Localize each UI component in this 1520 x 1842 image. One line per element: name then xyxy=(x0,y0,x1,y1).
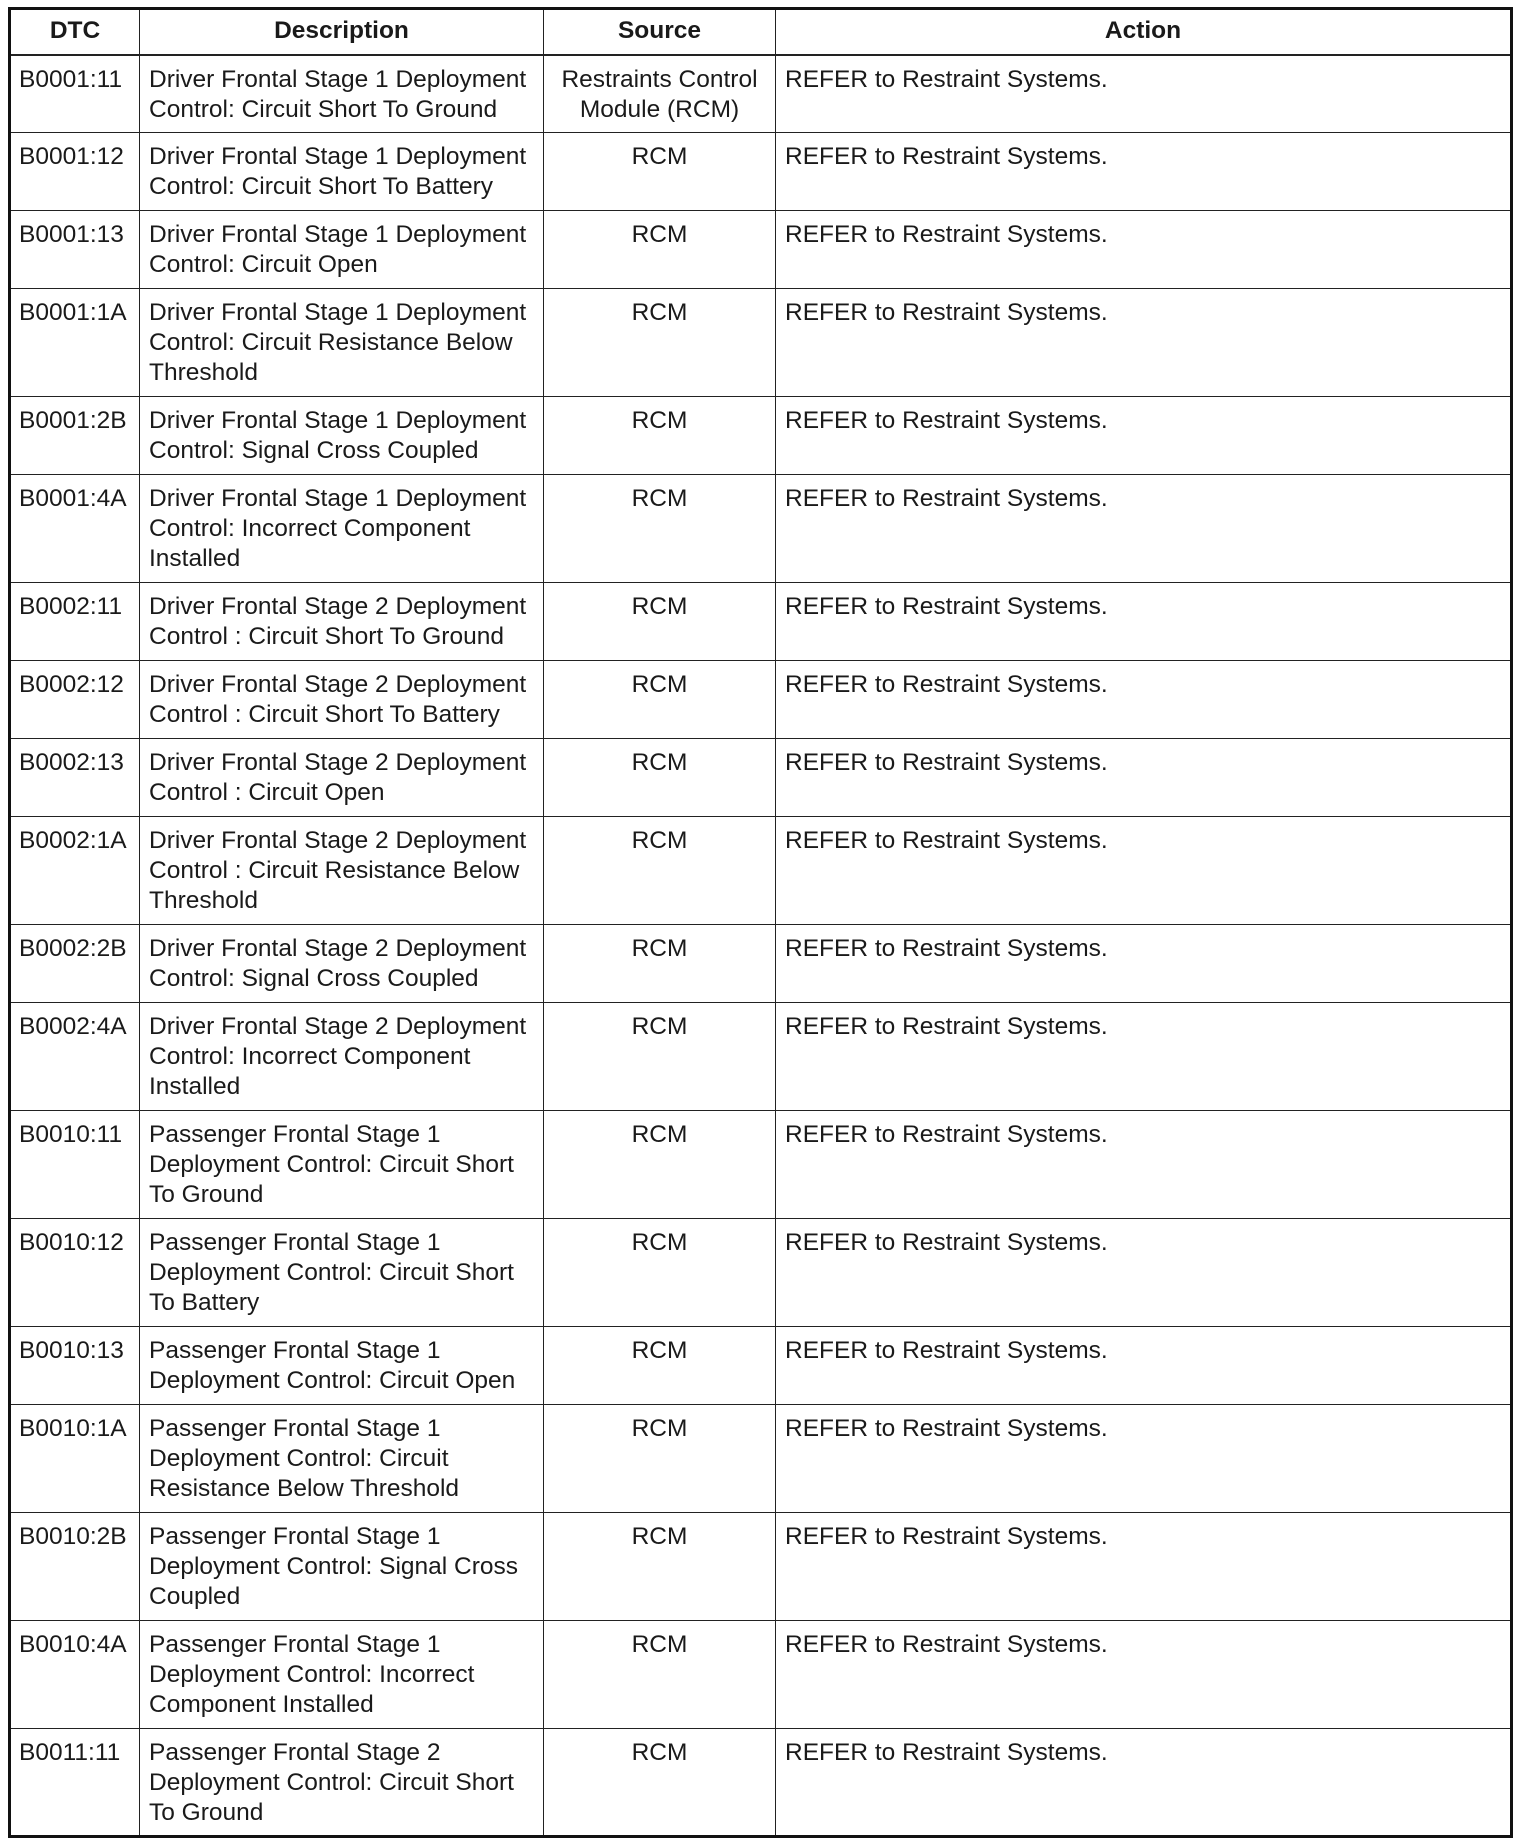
dtc-code-cell: B0002:2B xyxy=(10,925,140,1003)
table-row xyxy=(10,661,1512,739)
table-header-row xyxy=(10,9,1512,55)
source-cell: RCM xyxy=(544,1513,776,1621)
source-cell: RCM xyxy=(544,1327,776,1405)
table-row xyxy=(10,925,1512,1003)
column-header-action: Action xyxy=(776,9,1512,55)
dtc-code-cell: B0002:13 xyxy=(10,739,140,817)
source-cell: RCM xyxy=(544,1621,776,1729)
description-cell: Driver Frontal Stage 1 Deployment Control: Circuit Resistance Below Threshold xyxy=(140,289,544,397)
dtc-code-cell: B0001:12 xyxy=(10,133,140,211)
description-cell: Driver Frontal Stage 1 Deployment Control: Circuit Short To Ground xyxy=(140,55,544,133)
action-cell: REFER to Restraint Systems. xyxy=(776,1111,1512,1219)
description-cell: Driver Frontal Stage 1 Deployment Control: Incorrect Component Installed xyxy=(140,475,544,583)
source-cell: Restraints Control Module (RCM) xyxy=(544,55,776,133)
action-cell: REFER to Restraint Systems. xyxy=(776,55,1512,133)
source-cell: RCM xyxy=(544,1729,776,1837)
action-cell: REFER to Restraint Systems. xyxy=(776,817,1512,925)
table-row xyxy=(10,1219,1512,1327)
dtc-code-cell: B0010:4A xyxy=(10,1621,140,1729)
description-cell: Driver Frontal Stage 2 Deployment Control : Circuit Short To Ground xyxy=(140,583,544,661)
table-row xyxy=(10,1729,1512,1837)
dtc-code-cell: B0001:2B xyxy=(10,397,140,475)
description-cell: Driver Frontal Stage 2 Deployment Control: Signal Cross Coupled xyxy=(140,925,544,1003)
table-row xyxy=(10,583,1512,661)
dtc-code-cell: B0001:11 xyxy=(10,55,140,133)
description-cell: Driver Frontal Stage 2 Deployment Control : Circuit Resistance Below Threshold xyxy=(140,817,544,925)
action-cell: REFER to Restraint Systems. xyxy=(776,1621,1512,1729)
source-cell: RCM xyxy=(544,1003,776,1111)
action-cell: REFER to Restraint Systems. xyxy=(776,397,1512,475)
source-cell: RCM xyxy=(544,211,776,289)
table-row xyxy=(10,1327,1512,1405)
table-row xyxy=(10,1111,1512,1219)
source-cell: RCM xyxy=(544,1111,776,1219)
action-cell: REFER to Restraint Systems. xyxy=(776,1513,1512,1621)
dtc-code-cell: B0010:2B xyxy=(10,1513,140,1621)
action-cell: REFER to Restraint Systems. xyxy=(776,739,1512,817)
dtc-code-cell: B0001:13 xyxy=(10,211,140,289)
source-cell: RCM xyxy=(544,925,776,1003)
action-cell: REFER to Restraint Systems. xyxy=(776,475,1512,583)
action-cell: REFER to Restraint Systems. xyxy=(776,1003,1512,1111)
dtc-code-cell: B0010:11 xyxy=(10,1111,140,1219)
source-cell: RCM xyxy=(544,1219,776,1327)
description-cell: Driver Frontal Stage 1 Deployment Control: Circuit Short To Battery xyxy=(140,133,544,211)
source-cell: RCM xyxy=(544,1405,776,1513)
table-row xyxy=(10,739,1512,817)
dtc-code-cell: B0010:12 xyxy=(10,1219,140,1327)
table-row xyxy=(10,289,1512,397)
table-row xyxy=(10,1003,1512,1111)
dtc-code-cell: B0002:1A xyxy=(10,817,140,925)
action-cell: REFER to Restraint Systems. xyxy=(776,583,1512,661)
description-cell: Passenger Frontal Stage 1 Deployment Control: Circuit Short To Ground xyxy=(140,1111,544,1219)
source-cell: RCM xyxy=(544,289,776,397)
dtc-code-cell: B0001:4A xyxy=(10,475,140,583)
dtc-code-cell: B0002:4A xyxy=(10,1003,140,1111)
table-row xyxy=(10,55,1512,133)
description-cell: Passenger Frontal Stage 1 Deployment Control: Circuit Resistance Below Threshold xyxy=(140,1405,544,1513)
dtc-code-cell: B0002:12 xyxy=(10,661,140,739)
description-cell: Passenger Frontal Stage 2 Deployment Control: Circuit Short To Ground xyxy=(140,1729,544,1837)
description-cell: Driver Frontal Stage 1 Deployment Control: Signal Cross Coupled xyxy=(140,397,544,475)
table-row xyxy=(10,817,1512,925)
action-cell: REFER to Restraint Systems. xyxy=(776,1405,1512,1513)
description-cell: Driver Frontal Stage 2 Deployment Control : Circuit Open xyxy=(140,739,544,817)
table-row xyxy=(10,1621,1512,1729)
description-cell: Driver Frontal Stage 2 Deployment Control : Circuit Short To Battery xyxy=(140,661,544,739)
column-header-dtc: DTC xyxy=(10,9,140,55)
source-cell: RCM xyxy=(544,661,776,739)
source-cell: RCM xyxy=(544,133,776,211)
source-cell: RCM xyxy=(544,817,776,925)
source-cell: RCM xyxy=(544,475,776,583)
action-cell: REFER to Restraint Systems. xyxy=(776,661,1512,739)
dtc-table xyxy=(8,7,1513,1838)
description-cell: Passenger Frontal Stage 1 Deployment Control: Incorrect Component Installed xyxy=(140,1621,544,1729)
table-row xyxy=(10,211,1512,289)
column-header-source: Source xyxy=(544,9,776,55)
dtc-code-cell: B0001:1A xyxy=(10,289,140,397)
action-cell: REFER to Restraint Systems. xyxy=(776,1327,1512,1405)
description-cell: Passenger Frontal Stage 1 Deployment Control: Circuit Open xyxy=(140,1327,544,1405)
column-header-description: Description xyxy=(140,9,544,55)
table-row xyxy=(10,1513,1512,1621)
table-row xyxy=(10,475,1512,583)
table-row xyxy=(10,397,1512,475)
description-cell: Passenger Frontal Stage 1 Deployment Control: Circuit Short To Battery xyxy=(140,1219,544,1327)
dtc-code-cell: B0002:11 xyxy=(10,583,140,661)
source-cell: RCM xyxy=(544,397,776,475)
dtc-code-cell: B0010:1A xyxy=(10,1405,140,1513)
dtc-code-cell: B0010:13 xyxy=(10,1327,140,1405)
source-cell: RCM xyxy=(544,739,776,817)
action-cell: REFER to Restraint Systems. xyxy=(776,289,1512,397)
description-cell: Driver Frontal Stage 2 Deployment Control: Incorrect Component Installed xyxy=(140,1003,544,1111)
dtc-code-cell: B0011:11 xyxy=(10,1729,140,1837)
action-cell: REFER to Restraint Systems. xyxy=(776,1729,1512,1837)
table-row xyxy=(10,1405,1512,1513)
source-cell: RCM xyxy=(544,583,776,661)
action-cell: REFER to Restraint Systems. xyxy=(776,211,1512,289)
table-row xyxy=(10,133,1512,211)
action-cell: REFER to Restraint Systems. xyxy=(776,925,1512,1003)
description-cell: Passenger Frontal Stage 1 Deployment Control: Signal Cross Coupled xyxy=(140,1513,544,1621)
action-cell: REFER to Restraint Systems. xyxy=(776,133,1512,211)
action-cell: REFER to Restraint Systems. xyxy=(776,1219,1512,1327)
description-cell: Driver Frontal Stage 1 Deployment Control: Circuit Open xyxy=(140,211,544,289)
